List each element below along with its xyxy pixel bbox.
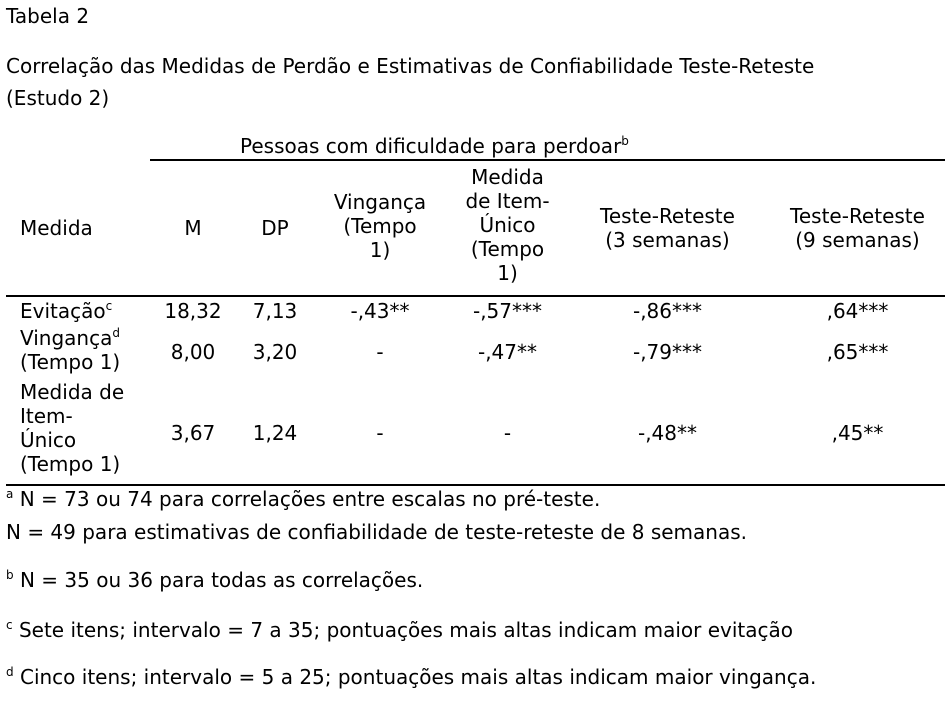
cell-dp: 3,20 — [252, 340, 298, 364]
row-measure-label: (Tempo 1) — [20, 452, 121, 476]
row-measure-label: (Tempo 1) — [20, 350, 121, 374]
footnote-d — [6, 665, 816, 689]
footnote-mark: c — [6, 618, 13, 632]
col-header-item-unico-line: (Tempo — [470, 237, 545, 261]
footnote-text: N = 73 ou 74 para correlações entre escalas no pré-teste. — [13, 487, 601, 511]
row-footnote-mark: d — [112, 326, 120, 340]
cell-teste-9: ,45** — [831, 421, 884, 445]
footnote-mark: b — [6, 568, 14, 582]
cell-vinganca: - — [376, 340, 384, 364]
row-measure-label: Item- — [20, 404, 73, 428]
col-header-dp: DP — [261, 216, 289, 240]
footnote-mark: d — [6, 665, 14, 679]
cell-vinganca: -,43** — [350, 299, 410, 323]
table-label: Tabela 2 — [6, 4, 90, 28]
col-header-item-unico-line: Medida — [471, 165, 544, 189]
cell-item-unico: -,57*** — [472, 299, 543, 323]
cell-teste-3: -,86*** — [632, 299, 703, 323]
row-footnote-mark: c — [105, 299, 113, 313]
cell-teste-3: -,48** — [637, 421, 698, 445]
row-measure-label: Único — [20, 428, 77, 452]
col-header-vinganca-line: Vingança — [333, 190, 427, 214]
footnote-c — [6, 618, 793, 642]
cell-dp: 1,24 — [252, 421, 298, 445]
group-header-footnote-mark: b — [621, 134, 629, 148]
cell-vinganca: - — [376, 421, 384, 445]
cell-m: 8,00 — [170, 340, 216, 364]
footnote-mark: a — [6, 487, 14, 501]
row-measure-label: Evitação — [20, 299, 106, 323]
group-header-rule — [150, 159, 945, 161]
cell-teste-9: ,65*** — [826, 340, 889, 364]
group-header — [240, 134, 629, 158]
cell-teste-3: -,79*** — [632, 340, 703, 364]
col-header-item-unico-line: 1) — [497, 261, 518, 285]
footnote-a-line-2: N = 49 para estimativas de confiabilidade de teste-reteste de 8 semanas. — [6, 520, 748, 544]
row-measure-label: Medida de — [20, 380, 125, 404]
col-header-vinganca-line: (Tempo — [343, 214, 417, 238]
cell-item-unico: - — [503, 421, 512, 445]
col-header-item-unico — [450, 165, 565, 285]
col-header-teste-3-line: (3 semanas) — [605, 228, 730, 252]
col-header-item-unico-line: Único — [479, 213, 536, 237]
footnote-text: N = 35 ou 36 para todas as correlações. — [13, 568, 424, 592]
cell-teste-9: ,64*** — [826, 299, 889, 323]
table-title-line-2: (Estudo 2) — [6, 86, 110, 110]
col-header-item-unico-line: de Item- — [465, 189, 550, 213]
footnote-a — [6, 487, 600, 511]
footnote-text: Sete itens; intervalo = 7 a 35; pontuações mais altas indicam maior evitação — [12, 618, 793, 642]
col-header-vinganca — [320, 190, 440, 262]
col-header-teste-3 — [580, 204, 755, 252]
row-measure-label: Vingança — [20, 326, 113, 350]
footnote-b — [6, 568, 423, 592]
col-header-teste-9-line: Teste-Reteste — [790, 204, 925, 228]
cell-m: 18,32 — [164, 299, 222, 323]
cell-item-unico: -,47** — [477, 340, 538, 364]
footnote-text: Cinco itens; intervalo = 5 a 25; pontuações mais altas indicam maior vingança. — [13, 665, 817, 689]
col-header-teste-9 — [770, 204, 945, 252]
col-header-teste-9-line: (9 semanas) — [795, 228, 920, 252]
cell-m: 3,67 — [170, 421, 216, 445]
table-row-measure — [20, 299, 112, 323]
header-bottom-rule — [6, 295, 945, 297]
cell-dp: 7,13 — [252, 299, 298, 323]
col-header-vinganca-line: 1) — [369, 238, 391, 262]
table-title-line-1: Correlação das Medidas de Perdão e Estimativas de Confiabilidade Teste-Reteste — [6, 54, 815, 78]
col-header-teste-3-line: Teste-Reteste — [600, 204, 735, 228]
col-header-medida: Medida — [20, 216, 93, 240]
table-row-measure — [20, 380, 124, 476]
group-header-text: Pessoas com dificuldade para perdoar — [240, 134, 622, 158]
col-header-m: M — [184, 216, 202, 240]
table-bottom-rule — [6, 484, 945, 486]
table-row-measure — [20, 326, 120, 374]
